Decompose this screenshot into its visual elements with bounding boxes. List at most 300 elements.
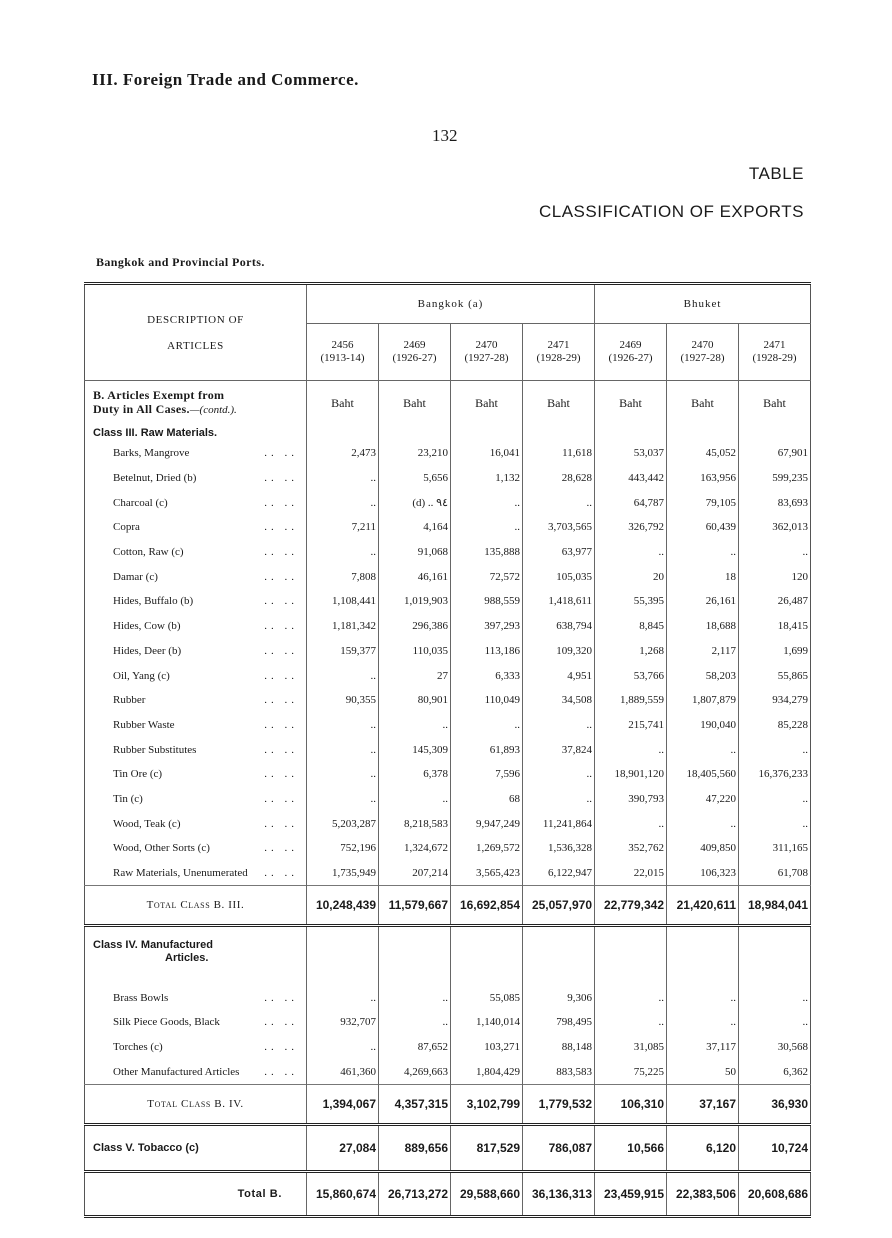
value-cell: 362,013 [739, 515, 811, 540]
unit-label: Baht [667, 381, 739, 426]
value-cell: 1,108,441 [307, 589, 379, 614]
value-cell: .. [667, 540, 739, 565]
article-cell: Hides, Cow (b) .. .. [113, 620, 298, 633]
table-row [85, 811, 811, 836]
value-cell: 988,559 [451, 589, 523, 614]
description-header-line1: DESCRIPTION OF [147, 313, 244, 326]
value-cell: 6,333 [451, 663, 523, 688]
value-cell: .. [667, 737, 739, 762]
total-value-cell: 11,579,667 [379, 886, 451, 926]
table-subtitle: CLASSIFICATION OF EXPORTS [538, 202, 804, 221]
article-label: Hides, Deer (b) [113, 644, 182, 657]
value-cell: 27,084 [307, 1125, 379, 1172]
year-period: (1927-28) [464, 352, 509, 364]
value-cell: 88,148 [523, 1035, 595, 1060]
value-cell: .. [451, 713, 523, 738]
article-label: Oil, Yang (c) [113, 669, 170, 682]
value-cell: 1,735,949 [307, 861, 379, 886]
value-cell: 18,901,120 [595, 762, 667, 787]
article-label: Hides, Buffalo (b) [113, 595, 194, 608]
value-cell: 61,893 [451, 737, 523, 762]
value-cell: 6,122,947 [523, 861, 595, 886]
year-label: 2456 [331, 339, 354, 351]
value-cell: 120 [739, 564, 811, 589]
value-cell: 638,794 [523, 614, 595, 639]
value-cell: 80,901 [379, 688, 451, 713]
group-header-bhuket: Bhuket [595, 284, 811, 324]
total-value-cell: 4,357,315 [379, 1085, 451, 1125]
value-cell: .. [307, 762, 379, 787]
table-row [85, 490, 811, 515]
value-cell: 31,085 [595, 1035, 667, 1060]
article-label: Raw Materials, Unenumerated [113, 867, 248, 880]
value-cell: 311,165 [739, 836, 811, 861]
article-label: Betelnut, Dried (b) [113, 472, 197, 485]
total-value-cell: 16,692,854 [451, 886, 523, 926]
value-cell: .. [595, 985, 667, 1010]
value-cell: 63,977 [523, 540, 595, 565]
value-cell: 103,271 [451, 1035, 523, 1060]
value-cell: 190,040 [667, 713, 739, 738]
value-cell: 37,117 [667, 1035, 739, 1060]
article-label: Torches (c) [113, 1041, 163, 1054]
value-cell: 1,019,903 [379, 589, 451, 614]
value-cell: 87,652 [379, 1035, 451, 1060]
table-row [85, 441, 811, 466]
unit-label: Baht [739, 381, 811, 426]
unit-label: Baht [379, 381, 451, 426]
value-cell: 352,762 [595, 836, 667, 861]
article-cell: Cotton, Raw (c) .. .. [113, 546, 298, 559]
value-cell: 83,693 [739, 490, 811, 515]
value-cell: .. [667, 811, 739, 836]
total-value-cell: 1,779,532 [523, 1085, 595, 1125]
article-cell: Oil, Yang (c) .. .. [113, 669, 298, 682]
value-cell: 3,565,423 [451, 861, 523, 886]
page-number: 132 [432, 126, 458, 145]
value-cell: 110,049 [451, 688, 523, 713]
value-cell: 1,268 [595, 639, 667, 664]
value-cell: .. [451, 490, 523, 515]
value-cell: 390,793 [595, 787, 667, 812]
year-period: (1926-27) [392, 352, 437, 364]
table-row [85, 836, 811, 861]
article-cell: Damar (c) .. .. [113, 570, 298, 583]
total-value-cell: 26,713,272 [379, 1172, 451, 1217]
year-header [667, 324, 739, 381]
article-cell: Copra .. .. [113, 521, 298, 534]
article-label: Wood, Teak (c) [113, 817, 181, 830]
unit-label: Baht [595, 381, 667, 426]
value-cell: 461,360 [307, 1059, 379, 1084]
value-cell: 53,037 [595, 441, 667, 466]
value-cell: 7,211 [307, 515, 379, 540]
value-cell: .. [523, 762, 595, 787]
table-row [85, 1059, 811, 1084]
value-cell: .. [595, 811, 667, 836]
value-cell: 75,225 [595, 1059, 667, 1084]
total-value-cell: 25,057,970 [523, 886, 595, 926]
value-cell: .. [667, 1010, 739, 1035]
value-cell: .. [523, 787, 595, 812]
table-row [85, 589, 811, 614]
article-label: Copra [113, 521, 140, 534]
value-cell: 91,068 [379, 540, 451, 565]
value-cell: 8,218,583 [379, 811, 451, 836]
value-cell: 6,378 [379, 762, 451, 787]
table-row [85, 614, 811, 639]
value-cell: 27 [379, 663, 451, 688]
value-cell: .. [739, 540, 811, 565]
class5-label: Class V. Tobacco (c) [85, 1125, 307, 1172]
total-value-cell: 29,588,660 [451, 1172, 523, 1217]
article-cell: Other Manufactured Articles .. .. [113, 1065, 298, 1078]
value-cell: 215,741 [595, 713, 667, 738]
value-cell: 26,161 [667, 589, 739, 614]
value-cell: 37,824 [523, 737, 595, 762]
value-cell: 1,181,342 [307, 614, 379, 639]
class4-heading-line2: Articles. [165, 952, 209, 965]
value-cell: 2,117 [667, 639, 739, 664]
value-cell: .. [667, 985, 739, 1010]
total-value-cell: 22,779,342 [595, 886, 667, 926]
value-cell: 1,324,672 [379, 836, 451, 861]
value-cell: 55,085 [451, 985, 523, 1010]
year-period: (1913-14) [320, 352, 365, 364]
table-row [85, 663, 811, 688]
year-label: 2470 [691, 339, 714, 351]
total-value-cell: 20,608,686 [739, 1172, 811, 1217]
class4-heading [85, 926, 307, 986]
table-row [85, 762, 811, 787]
value-cell: 26,487 [739, 589, 811, 614]
unit-label: Baht [523, 381, 595, 426]
value-cell: 397,293 [451, 614, 523, 639]
article-cell: Wood, Other Sorts (c) .. .. [113, 842, 298, 855]
year-period: (1928-29) [752, 352, 797, 364]
article-cell: Raw Materials, Unenumerated .. .. [113, 867, 298, 880]
value-cell: 1,804,429 [451, 1059, 523, 1084]
table-label: TABLE [748, 164, 804, 183]
value-cell: 1,132 [451, 466, 523, 491]
total-value-cell: 1,394,067 [307, 1085, 379, 1125]
value-cell: 110,035 [379, 639, 451, 664]
value-cell: 18,405,560 [667, 762, 739, 787]
value-cell: 90,355 [307, 688, 379, 713]
article-label: Tin Ore (c) [113, 768, 163, 781]
article-cell: Torches (c) .. .. [113, 1041, 298, 1054]
table-row [85, 787, 811, 812]
value-cell: 45,052 [667, 441, 739, 466]
article-label: Rubber [113, 694, 146, 707]
value-cell: .. [739, 737, 811, 762]
value-cell: 5,656 [379, 466, 451, 491]
year-label: 2469 [403, 339, 426, 351]
value-cell: 752,196 [307, 836, 379, 861]
year-header [595, 324, 667, 381]
value-cell: .. [307, 713, 379, 738]
section-b-heading [85, 381, 307, 426]
value-cell: 163,956 [667, 466, 739, 491]
total-class3-row [85, 886, 811, 926]
class4-heading-line1: Class IV. Manufactured [93, 939, 214, 952]
total-value-cell: 37,167 [667, 1085, 739, 1125]
value-cell: 6,362 [739, 1059, 811, 1084]
value-cell: 4,951 [523, 663, 595, 688]
value-cell: 207,214 [379, 861, 451, 886]
value-cell: 1,536,328 [523, 836, 595, 861]
value-cell: 409,850 [667, 836, 739, 861]
article-cell: Silk Piece Goods, Black .. .. [113, 1016, 298, 1029]
article-label: Silk Piece Goods, Black [113, 1016, 220, 1029]
year-period: (1926-27) [608, 352, 653, 364]
value-cell: 1,418,611 [523, 589, 595, 614]
value-cell: 64,787 [595, 490, 667, 515]
table-row [85, 1035, 811, 1060]
value-cell: 786,087 [523, 1125, 595, 1172]
value-cell: 1,269,572 [451, 836, 523, 861]
value-cell: 106,323 [667, 861, 739, 886]
value-cell: 7,596 [451, 762, 523, 787]
value-cell: 55,395 [595, 589, 667, 614]
table-row [85, 713, 811, 738]
value-cell: 79,105 [667, 490, 739, 515]
article-label: Barks, Mangrove [113, 447, 190, 460]
year-header [523, 324, 595, 381]
section-b-contd: —(contd.). [189, 404, 237, 416]
article-cell: Betelnut, Dried (b) .. .. [113, 472, 298, 485]
value-cell: 47,220 [667, 787, 739, 812]
description-header-line2: ARTICLES [167, 339, 224, 352]
article-cell: Hides, Deer (b) .. .. [113, 644, 298, 657]
total-b-row [85, 1172, 811, 1217]
total-class4-row-label: Total Class B. IV. [85, 1085, 307, 1125]
year-header [307, 324, 379, 381]
table-row [85, 688, 811, 713]
value-cell: 113,186 [451, 639, 523, 664]
table-row [85, 639, 811, 664]
value-cell: 28,628 [523, 466, 595, 491]
value-cell: 11,241,864 [523, 811, 595, 836]
year-period: (1927-28) [680, 352, 725, 364]
value-cell: 6,120 [667, 1125, 739, 1172]
year-header [451, 324, 523, 381]
total-value-cell: 18,984,041 [739, 886, 811, 926]
value-cell: .. [595, 540, 667, 565]
value-cell: .. [595, 737, 667, 762]
table-row [85, 466, 811, 491]
value-cell: 1,807,879 [667, 688, 739, 713]
value-cell: 61,708 [739, 861, 811, 886]
value-cell: 4,164 [379, 515, 451, 540]
unit-label: Baht [307, 381, 379, 426]
article-label: Charcoal (c) [113, 496, 168, 509]
value-cell: 60,439 [667, 515, 739, 540]
article-cell: Tin Ore (c) .. .. [113, 768, 298, 781]
total-b-row-label: Total B. [237, 1188, 282, 1201]
value-cell: 53,766 [595, 663, 667, 688]
article-label: Other Manufactured Articles [113, 1065, 240, 1078]
value-cell: 159,377 [307, 639, 379, 664]
article-cell: Barks, Mangrove .. .. [113, 447, 298, 460]
value-cell: 883,583 [523, 1059, 595, 1084]
value-cell: 817,529 [451, 1125, 523, 1172]
value-cell: 67,901 [739, 441, 811, 466]
value-cell: 18 [667, 564, 739, 589]
value-cell: (d) .. ٩٤ [379, 490, 451, 515]
article-cell: Charcoal (c) .. .. [113, 496, 298, 509]
table-row [85, 861, 811, 886]
article-label: Wood, Other Sorts (c) [113, 842, 210, 855]
value-cell: 798,495 [523, 1010, 595, 1035]
class3-heading: Class III. Raw Materials. [93, 426, 218, 439]
value-cell: .. [595, 1010, 667, 1035]
year-header [379, 324, 451, 381]
value-cell: 4,269,663 [379, 1059, 451, 1084]
article-cell: Rubber Waste .. .. [113, 718, 298, 731]
value-cell: 20 [595, 564, 667, 589]
value-cell: 16,376,233 [739, 762, 811, 787]
year-header [739, 324, 811, 381]
table-row [85, 1010, 811, 1035]
ports-heading: Bangkok and Provincial Ports. [96, 255, 265, 269]
article-cell: Brass Bowls .. .. [113, 991, 298, 1004]
total-class4-row [85, 1085, 811, 1125]
section-b-line2: Duty in All Cases. [93, 402, 190, 416]
value-cell: 105,035 [523, 564, 595, 589]
value-cell: 8,845 [595, 614, 667, 639]
value-cell: 1,699 [739, 639, 811, 664]
exports-table [84, 282, 811, 1218]
value-cell: .. [379, 787, 451, 812]
total-class3-row-label: Total Class B. III. [85, 886, 307, 926]
value-cell: 23,210 [379, 441, 451, 466]
value-cell: 3,703,565 [523, 515, 595, 540]
value-cell: 326,792 [595, 515, 667, 540]
value-cell: 443,442 [595, 466, 667, 491]
article-label: Cotton, Raw (c) [113, 546, 184, 559]
value-cell: 68 [451, 787, 523, 812]
value-cell: 296,386 [379, 614, 451, 639]
article-label: Brass Bowls [113, 991, 169, 1004]
article-cell: Tin (c) .. .. [113, 792, 298, 805]
value-cell: 109,320 [523, 639, 595, 664]
section-b-line1: B. Articles Exempt from [93, 388, 225, 402]
value-cell: .. [451, 515, 523, 540]
value-cell: .. [307, 663, 379, 688]
value-cell: 934,279 [739, 688, 811, 713]
value-cell: 135,888 [451, 540, 523, 565]
article-cell: Rubber Substitutes .. .. [113, 743, 298, 756]
value-cell: 1,140,014 [451, 1010, 523, 1035]
unit-label: Baht [451, 381, 523, 426]
value-cell: .. [523, 490, 595, 515]
description-header [85, 284, 307, 381]
value-cell: .. [379, 985, 451, 1010]
value-cell: 50 [667, 1059, 739, 1084]
value-cell: 889,656 [379, 1125, 451, 1172]
year-label: 2470 [475, 339, 498, 351]
article-label: Damar (c) [113, 570, 158, 583]
year-label: 2471 [547, 339, 570, 351]
article-label: Tin (c) [113, 792, 143, 805]
article-label: Rubber Waste [113, 718, 175, 731]
value-cell: 1,889,559 [595, 688, 667, 713]
value-cell: 10,566 [595, 1125, 667, 1172]
year-label: 2469 [619, 339, 642, 351]
value-cell: 2,473 [307, 441, 379, 466]
total-value-cell: 106,310 [595, 1085, 667, 1125]
total-value-cell: 36,136,313 [523, 1172, 595, 1217]
total-value-cell: 15,860,674 [307, 1172, 379, 1217]
value-cell: .. [307, 540, 379, 565]
value-cell: .. [307, 466, 379, 491]
value-cell: 46,161 [379, 564, 451, 589]
article-cell: Wood, Teak (c) .. .. [113, 817, 298, 830]
total-value-cell: 22,383,506 [667, 1172, 739, 1217]
value-cell: .. [739, 985, 811, 1010]
value-cell: 145,309 [379, 737, 451, 762]
value-cell: 55,865 [739, 663, 811, 688]
value-cell: 9,306 [523, 985, 595, 1010]
table-row [85, 985, 811, 1010]
value-cell: 18,688 [667, 614, 739, 639]
value-cell: 18,415 [739, 614, 811, 639]
value-cell: 30,568 [739, 1035, 811, 1060]
value-cell: 58,203 [667, 663, 739, 688]
value-cell: .. [739, 1010, 811, 1035]
value-cell: .. [307, 1035, 379, 1060]
value-cell: .. [307, 737, 379, 762]
value-cell: 9,947,249 [451, 811, 523, 836]
article-label: Rubber Substitutes [113, 743, 197, 756]
value-cell: .. [739, 787, 811, 812]
value-cell: .. [307, 490, 379, 515]
value-cell: 599,235 [739, 466, 811, 491]
value-cell: 85,228 [739, 713, 811, 738]
value-cell: .. [523, 713, 595, 738]
total-value-cell: 23,459,915 [595, 1172, 667, 1217]
value-cell: 7,808 [307, 564, 379, 589]
article-cell: Hides, Buffalo (b) .. .. [113, 595, 298, 608]
group-header-bangkok: Bangkok (a) [307, 284, 595, 324]
article-label: Hides, Cow (b) [113, 620, 181, 633]
value-cell: .. [307, 787, 379, 812]
value-cell: .. [307, 985, 379, 1010]
total-value-cell: 10,248,439 [307, 886, 379, 926]
value-cell: 16,041 [451, 441, 523, 466]
value-cell: .. [379, 1010, 451, 1035]
value-cell: .. [379, 713, 451, 738]
total-value-cell: 21,420,611 [667, 886, 739, 926]
total-value-cell: 3,102,799 [451, 1085, 523, 1125]
value-cell: 34,508 [523, 688, 595, 713]
value-cell: 72,572 [451, 564, 523, 589]
year-label: 2471 [763, 339, 786, 351]
table-row [85, 564, 811, 589]
section-title: III. Foreign Trade and Commerce. [92, 70, 359, 89]
table-row [85, 737, 811, 762]
value-cell: 10,724 [739, 1125, 811, 1172]
value-cell: .. [739, 811, 811, 836]
year-period: (1928-29) [536, 352, 581, 364]
table-row [85, 540, 811, 565]
value-cell: 11,618 [523, 441, 595, 466]
value-cell: 5,203,287 [307, 811, 379, 836]
total-value-cell: 36,930 [739, 1085, 811, 1125]
article-cell: Rubber .. .. [113, 694, 298, 707]
value-cell: 932,707 [307, 1010, 379, 1035]
